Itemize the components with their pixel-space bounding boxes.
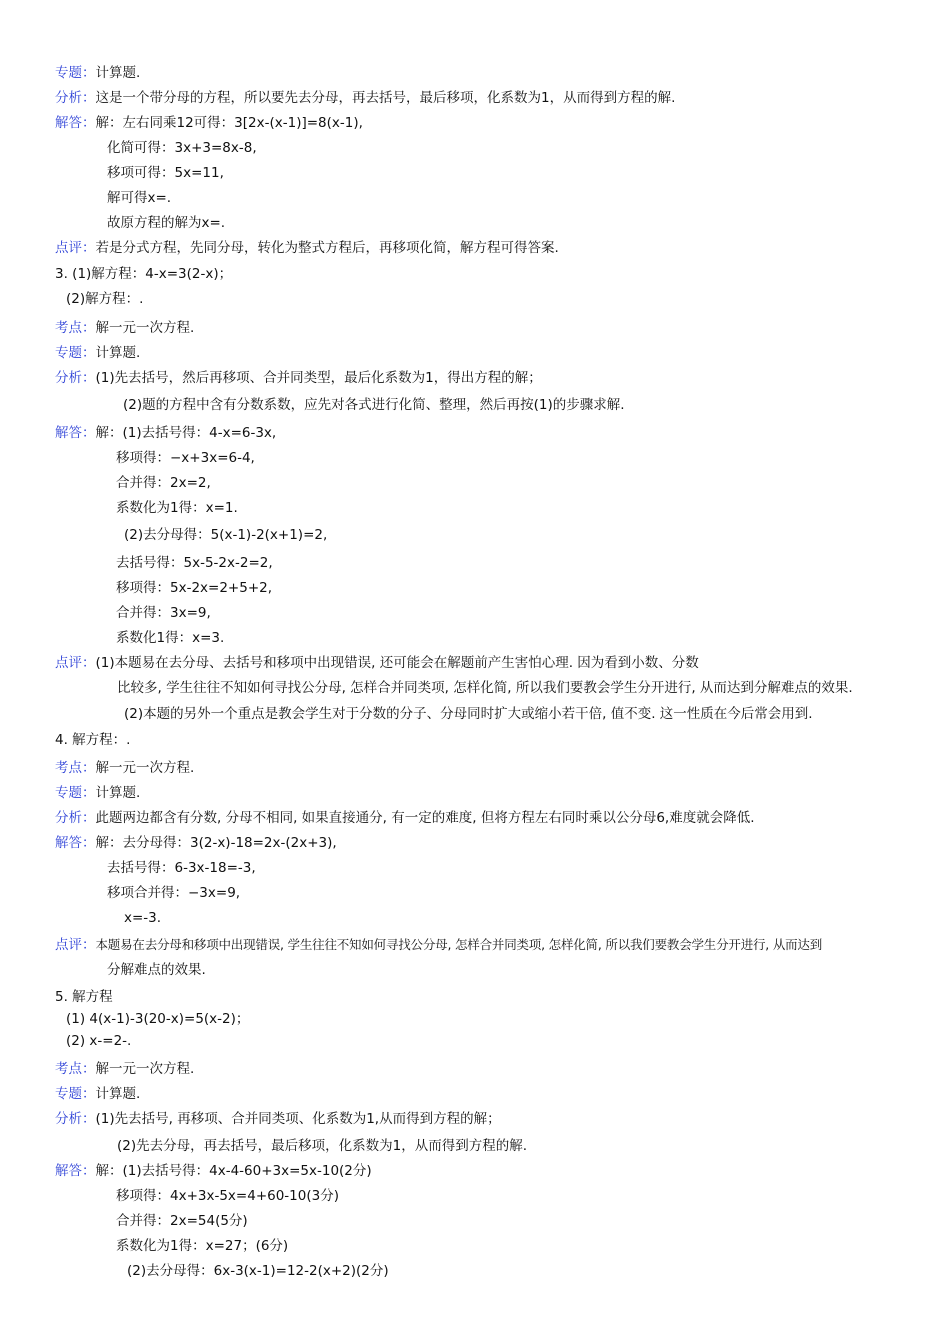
line-label: 考点： xyxy=(55,320,96,336)
line-text: 本题易在去分母和移项中出现错误, 学生往往不知如何寻找公分母, 怎样合并同类项, 怎样化简, 所以我们要教会学生分开进行, 从而达到 xyxy=(95,937,823,952)
line-text: (1)先去括号，然后再移项、合并同类型，最后化系数为1，得出方程的解； xyxy=(95,370,542,386)
line-text: 5. 解方程 xyxy=(55,989,113,1005)
line-text: 若是分式方程，先同分母，转化为整式方程后，再移项化简，解方程可得答案. xyxy=(95,240,559,256)
line-knowledge-point xyxy=(55,319,194,337)
line-label: 解答： xyxy=(55,425,96,441)
line-text: x=-3. xyxy=(124,910,162,926)
line-label: 分析： xyxy=(55,90,96,106)
line-label: 专题： xyxy=(55,785,96,801)
line-analysis xyxy=(55,89,675,107)
line-label: 点评： xyxy=(55,937,96,953)
line-topic xyxy=(55,1085,140,1103)
line-solution-step xyxy=(116,499,238,517)
line-text: 解：去分母得：3(2-x)-18=2x-(2x+3), xyxy=(95,835,337,851)
line-label: 解答： xyxy=(55,835,96,851)
line-text: 系数化为1得：x=1. xyxy=(116,500,238,516)
question-3 xyxy=(55,265,232,283)
line-text: 化简可得：3x+3=8x-8, xyxy=(107,140,257,156)
line-solution-step xyxy=(124,909,161,927)
line-text: 解：(1)去括号得：4-x=6-3x, xyxy=(95,425,277,441)
question-5-part-2 xyxy=(66,1032,131,1050)
line-text: (2)题的方程中含有分数系数，应先对各式进行化简、整理，然后再按(1)的步骤求解. xyxy=(123,397,625,413)
line-solution-step xyxy=(116,1212,248,1230)
line-text: 合并得：2x=2, xyxy=(116,475,211,491)
line-label: 分析： xyxy=(55,1111,96,1127)
line-label: 点评： xyxy=(55,240,96,256)
line-knowledge-point xyxy=(55,759,194,777)
line-text: 移项得：4x+3x-5x=4+60-10(3分) xyxy=(116,1188,339,1204)
line-text: 合并得：3x=9, xyxy=(116,605,211,621)
line-topic xyxy=(55,344,140,362)
question-4 xyxy=(55,731,130,749)
line-analysis-cont xyxy=(123,396,625,414)
line-text: 这是一个带分母的方程，所以要先去分母，再去括号，最后移项，化系数为1，从而得到方程的解. xyxy=(95,90,676,106)
line-label: 分析： xyxy=(55,370,96,386)
line-text: 计算题. xyxy=(95,1086,141,1102)
line-text: 此题两边都含有分数, 分母不相同, 如果直接通分, 有一定的难度, 但将方程左右同时乘以公分母6,难度就会降低. xyxy=(95,810,755,826)
line-text: 解：左右同乘12可得：3[2x-(x-1)]=8(x-1), xyxy=(95,115,363,131)
line-text: 3. (1)解方程：4-x=3(2-x)； xyxy=(55,266,233,282)
line-solution-step xyxy=(107,214,225,232)
line-text: 系数化1得：x=3. xyxy=(116,630,225,646)
line-label: 解答： xyxy=(55,115,96,131)
line-text: 4. 解方程：. xyxy=(55,732,131,748)
line-analysis xyxy=(55,809,755,827)
line-label: 分析： xyxy=(55,810,96,826)
line-comment xyxy=(55,654,699,672)
line-text: 移项得：5x-2x=2+5+2, xyxy=(116,580,273,596)
line-text: (2) x-=2-. xyxy=(66,1033,132,1049)
line-text: 去括号得：6-3x-18=-3, xyxy=(107,860,256,876)
line-solution-step xyxy=(107,139,257,157)
line-solution-step xyxy=(116,474,211,492)
line-text: (1)本题易在去分母、去括号和移项中出现错误, 还可能会在解题前产生害怕心理. 因为看到小数、分数 xyxy=(95,655,699,671)
line-topic xyxy=(55,64,140,82)
line-topic xyxy=(55,784,140,802)
line-label: 解答： xyxy=(55,1163,96,1179)
line-text: 解可得x=. xyxy=(107,190,172,206)
line-text: (1)先去括号, 再移项、合并同类项、化系数为1,从而得到方程的解； xyxy=(95,1111,501,1127)
line-analysis xyxy=(55,1110,501,1128)
line-solution xyxy=(55,834,337,852)
line-analysis xyxy=(55,369,542,387)
line-comment-cont xyxy=(124,705,813,723)
line-text: 解一元一次方程. xyxy=(95,1061,195,1077)
line-comment xyxy=(55,239,559,257)
line-text: (2)本题的另外一个重点是教会学生对于分数的分子、分母同时扩大或缩小若干倍, 值不变. 这一性质在今后常会用到. xyxy=(124,706,813,722)
line-label: 点评： xyxy=(55,655,96,671)
line-text: 计算题. xyxy=(95,785,141,801)
line-text: 计算题. xyxy=(95,65,141,81)
line-text: (1) 4(x-1)-3(20-x)=5(x-2)； xyxy=(66,1011,250,1027)
line-solution-step xyxy=(107,164,224,182)
line-solution xyxy=(55,424,276,442)
line-solution-step xyxy=(116,1187,339,1205)
line-solution-step xyxy=(116,604,211,622)
line-text: (2)先去分母，再去括号，最后移项，化系数为1，从而得到方程的解. xyxy=(117,1138,528,1154)
line-label: 专题： xyxy=(55,65,96,81)
line-comment-cont xyxy=(117,679,853,697)
line-label: 考点： xyxy=(55,760,96,776)
line-solution-step xyxy=(107,859,256,877)
line-text: 移项得：−x+3x=6-4, xyxy=(116,450,255,466)
line-comment xyxy=(55,936,822,954)
line-knowledge-point xyxy=(55,1060,194,1078)
line-solution-step xyxy=(116,1237,288,1255)
line-analysis-cont xyxy=(117,1137,527,1155)
line-text: (2)去分母得：5(x-1)-2(x+1)=2, xyxy=(124,527,328,543)
question-5-part-1 xyxy=(66,1010,249,1028)
line-solution-step xyxy=(116,449,255,467)
line-text: 合并得：2x=54(5分) xyxy=(116,1213,248,1229)
line-text: 移项合并得：−3x=9, xyxy=(107,885,241,901)
line-text: 解一元一次方程. xyxy=(95,320,195,336)
line-solution-step xyxy=(116,629,224,647)
line-text: 分解难点的效果. xyxy=(107,962,206,978)
line-text: 比较多, 学生往往不知如何寻找公分母, 怎样合并同类项, 怎样化简, 所以我们要教会学生分开进行, 从而达到分解难点的效果. xyxy=(117,680,853,696)
line-label: 专题： xyxy=(55,345,96,361)
line-text: 计算题. xyxy=(95,345,141,361)
line-text: 故原方程的解为x=. xyxy=(107,215,226,231)
line-text: 系数化为1得：x=27；(6分) xyxy=(116,1238,289,1254)
line-label: 考点： xyxy=(55,1061,96,1077)
line-text: (2)去分母得：6x-3(x-1)=12-2(x+2)(2分) xyxy=(127,1263,389,1279)
line-solution-step xyxy=(124,526,327,544)
line-text: 去括号得：5x-5-2x-2=2, xyxy=(116,555,273,571)
line-solution xyxy=(55,114,363,132)
line-solution-step xyxy=(116,579,272,597)
line-solution-step xyxy=(116,554,273,572)
line-text: 解一元一次方程. xyxy=(95,760,195,776)
line-solution-step xyxy=(107,189,171,207)
question-5 xyxy=(55,988,113,1006)
line-text: (2)解方程：. xyxy=(66,291,144,307)
question-3-part-2 xyxy=(66,290,143,308)
line-text: 移项可得：5x=11, xyxy=(107,165,224,181)
line-label: 专题： xyxy=(55,1086,96,1102)
line-text: 解：(1)去括号得：4x-4-60+3x=5x-10(2分) xyxy=(95,1163,372,1179)
line-comment-cont xyxy=(107,961,206,979)
line-solution-step xyxy=(107,884,240,902)
line-solution-step xyxy=(127,1262,389,1280)
line-solution xyxy=(55,1162,372,1180)
